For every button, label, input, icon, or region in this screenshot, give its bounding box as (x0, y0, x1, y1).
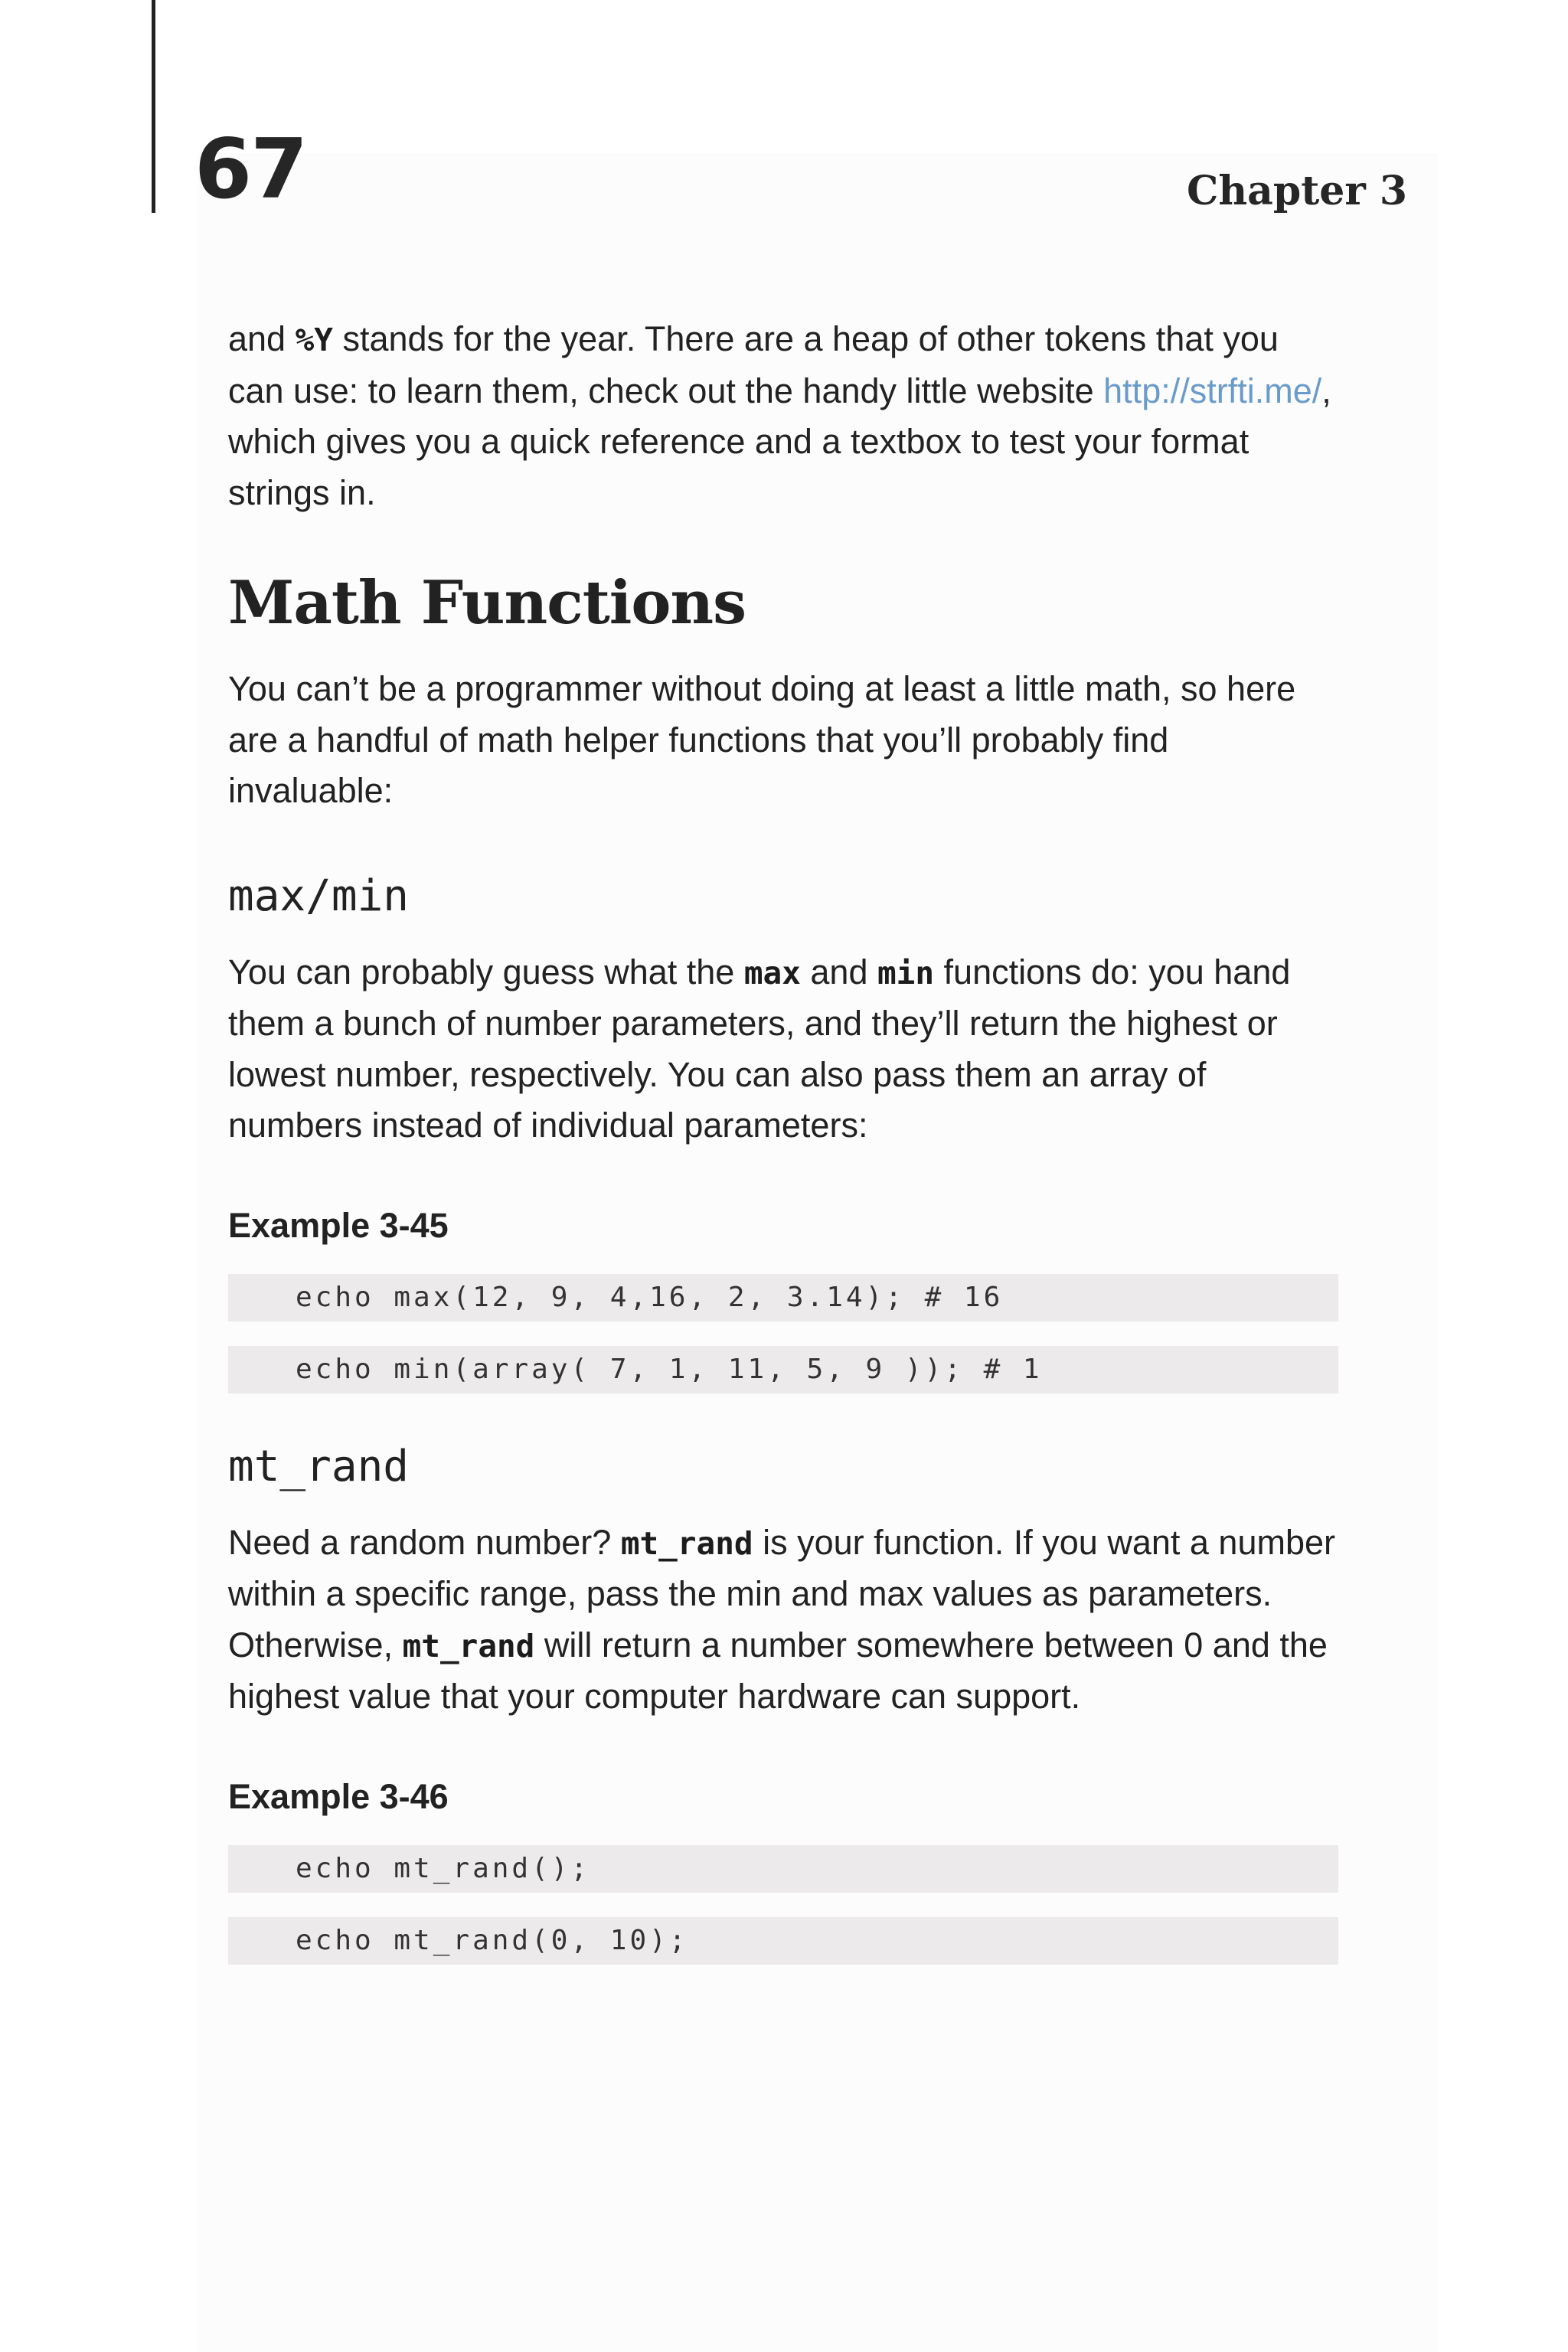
maxmin-text-1: You can probably guess what the (228, 952, 744, 991)
section-heading-math-functions: Math Functions (228, 568, 746, 638)
chapter-label: Chapter 3 (1186, 168, 1407, 214)
strftime-link[interactable]: http://strfti.me/ (1103, 371, 1322, 410)
code-line-mt-rand-range: echo mt_rand(0, 10); (228, 1917, 1338, 1965)
inline-code-year-token: %Y (295, 322, 333, 358)
inline-code-mt-rand-1: mt_rand (620, 1524, 753, 1562)
page-content (228, 314, 1338, 1965)
intro-text-1: and (228, 319, 296, 358)
intro-paragraph (228, 314, 1338, 518)
page-number: 67 (194, 122, 307, 217)
inline-code-mt-rand-2: mt_rand (402, 1627, 535, 1664)
mtrand-text-3: will return a number somewhere between 0 and the highest value that your computer hardware can support. (228, 1625, 1328, 1716)
subheading-max-min: max/min (228, 871, 410, 921)
intro-text-2: stands for the year. There are a heap of other tokens that you can use: to learn them, check out the handy little website (228, 319, 1279, 410)
page-edge-rule (152, 0, 155, 213)
maxmin-text-2: and (800, 952, 877, 991)
mtrand-text-1: Need a random number? (228, 1522, 621, 1562)
mtrand-text-2: is your function. If you want a number within a specific range, pass the min and max values as parameters. Otherwise, (228, 1522, 1335, 1664)
inline-code-max: max (743, 954, 801, 991)
code-line-min: echo min(array( 7, 1, 11, 5, 9 )); # 1 (228, 1346, 1338, 1393)
maxmin-paragraph (228, 947, 1338, 1152)
example-label-3-45: Example 3-45 (228, 1205, 449, 1245)
inline-code-min: min (877, 954, 935, 991)
intro-text-3: , which gives you a quick reference and a textbox to test your format strings in. (228, 371, 1331, 512)
maxmin-text-3: functions do: you hand them a bunch of number parameters, and they’ll return the highest or lowest number, respectively. You can also pass them an array of numbers instead of individual parameters: (228, 952, 1291, 1145)
code-line-max: echo max(12, 9, 4,16, 2, 3.14); # 16 (228, 1274, 1338, 1321)
math-intro-paragraph: You can’t be a programmer without doing at least a little math, so here are a handful of math helper functions that you’ll probably find invaluable: (228, 669, 1296, 810)
code-line-mt-rand: echo mt_rand(); (228, 1845, 1338, 1893)
example-label-3-46: Example 3-46 (228, 1776, 449, 1816)
subheading-mt-rand: mt_rand (228, 1441, 410, 1491)
mtrand-paragraph (228, 1517, 1338, 1723)
